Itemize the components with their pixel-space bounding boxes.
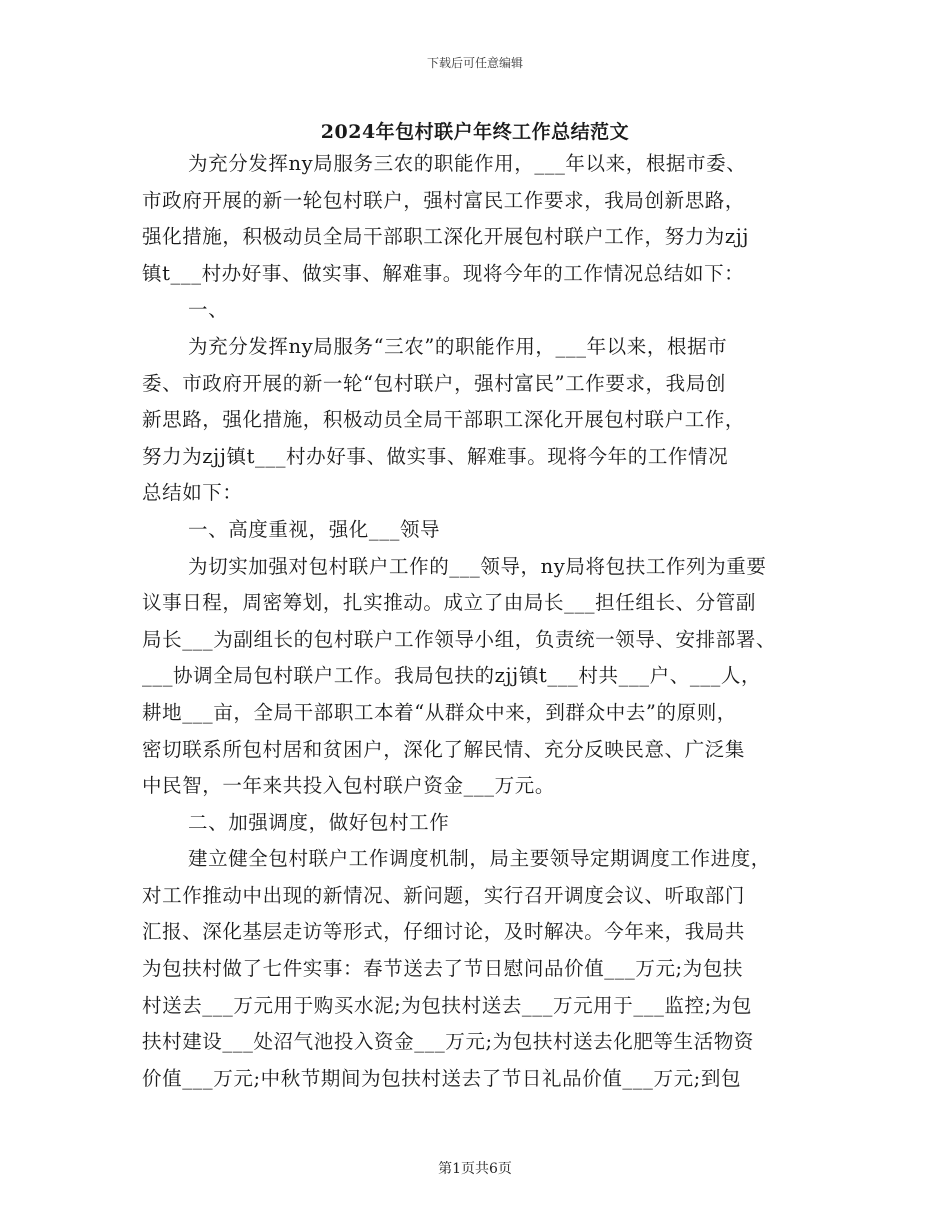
text-line: 为切实加强对包村联户工作的___领导，ny局将包扶工作列为重要 — [188, 554, 767, 578]
text-line: 努力为zjj镇t___村办好事、做实事、解难事。现将今年的工作情况 — [142, 444, 729, 468]
text-line: 委、市政府开展的新一轮“包村联户，强村富民”工作要求，我局创 — [142, 371, 726, 395]
text-line: 密切联系所包村居和贫困户，深化了解民情、充分反映民意、广泛集 — [142, 737, 746, 761]
text-line: ___协调全局包村联户工作。我局包扶的zjj镇t___村共___户、___人， — [142, 664, 762, 688]
text-line: 为充分发挥ny局服务三农的职能作用，___年以来，根据市委、 — [188, 152, 747, 175]
document-title: 2024年包村联户年终工作总结范文 — [320, 121, 630, 143]
text-line: 议事日程，周密筹划，扎实推动。成立了由局长___担任组长、分管副 — [142, 591, 756, 615]
page-footer: 第1页共6页 — [438, 1161, 512, 1177]
text-line: 为包扶村做了七件实事：春节送去了节日慰问品价值___万元;为包扶 — [142, 957, 744, 981]
text-line: 局长___为副组长的包村联户工作领导小组，负责统一领导、安排部署、 — [142, 627, 777, 651]
text-line: 市政府开展的新一轮包村联户，强村富民工作要求，我局创新思路， — [142, 188, 746, 212]
text-line: 汇报、深化基层走访等形式，仔细讨论，及时解决。今年来，我局共 — [142, 920, 746, 944]
text-line: 一、高度重视，强化___领导 — [188, 517, 441, 541]
text-line: 中民智，一年来共投入包村联户资金___万元。 — [142, 774, 555, 798]
text-line: 镇t___村办好事、做实事、解难事。现将今年的工作情况总结如下： — [142, 261, 745, 285]
document-body — [142, 146, 822, 1097]
text-line: 建立健全包村联户工作调度机制，局主要领导定期调度工作进度， — [188, 847, 771, 871]
text-line: 总结如下： — [142, 481, 243, 505]
text-line: 强化措施，积极动员全局干部职工深化开展包村联户工作，努力为zjj — [142, 225, 750, 249]
text-line: 扶村建设___处沼气池投入资金___万元;为包扶村送去化肥等生活物资 — [142, 1030, 754, 1054]
text-line: 对工作推动中出现的新情况、新问题，实行召开调度会议、听取部门 — [142, 883, 746, 907]
header-note: 下载后可任意编辑 — [426, 56, 523, 70]
text-line: 一、 — [188, 298, 229, 322]
text-line: 新思路，强化措施，积极动员全局干部职工深化开展包村联户工作， — [142, 408, 746, 432]
text-line: 耕地___亩，全局干部职工本着“从群众中来，到群众中去”的原则， — [142, 700, 737, 724]
text-line: 二、加强调度，做好包村工作 — [188, 810, 450, 834]
text-line: 村送去___万元用于购买水泥;为包扶村送去___万元用于___监控;为包 — [142, 993, 752, 1017]
text-line: 价值___万元;中秋节期间为包扶村送去了节日礼品价值___万元;到包 — [142, 1066, 742, 1090]
text-line: 为充分发挥ny局服务“三农”的职能作用，___年以来，根据市 — [188, 334, 728, 358]
